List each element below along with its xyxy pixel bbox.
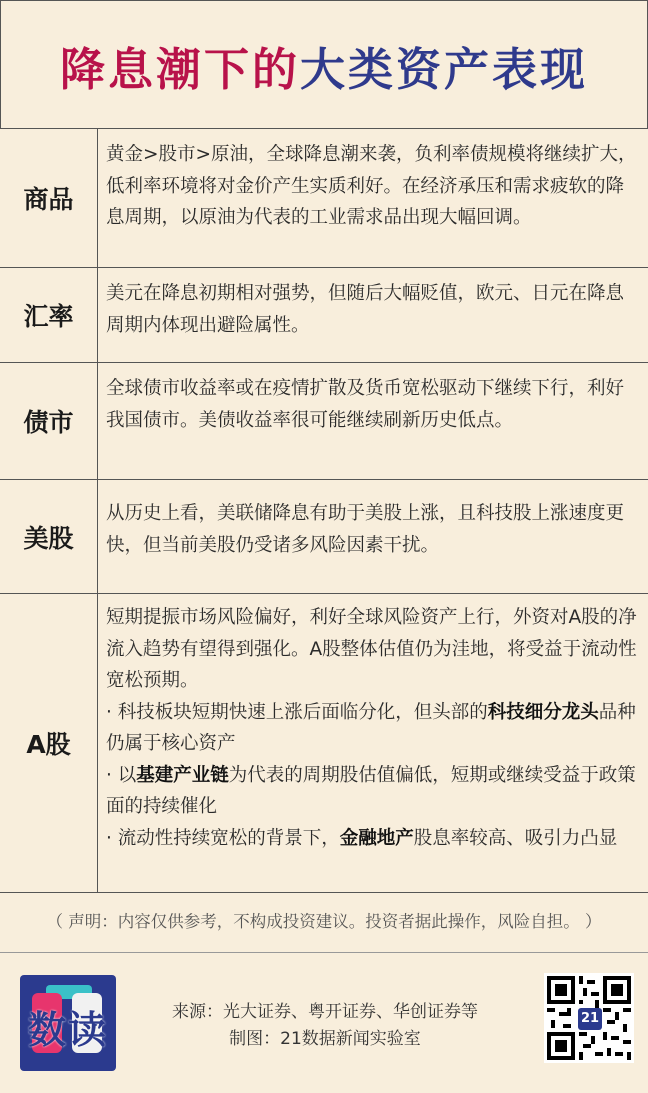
row-text — [98, 129, 648, 267]
bullet-highlight: 金融地产 — [339, 827, 414, 849]
row-category: 汇率 — [0, 268, 98, 362]
qr-badge: 21 — [578, 1008, 602, 1030]
footer — [0, 952, 648, 1093]
bullet-item — [106, 760, 638, 823]
row-category: 美股 — [0, 480, 98, 593]
bullet-text: · 以 — [106, 764, 137, 786]
row-paragraph: 全球债市收益率或在疫情扩散及货币宽松驱动下继续下行，利好我国债市。美债收益率很可能继续刷新历史低点。 — [106, 378, 625, 431]
table-row-bonds — [0, 362, 648, 479]
asset-table — [0, 128, 648, 893]
shudu-logo-icon — [20, 975, 116, 1071]
bullet-item — [106, 823, 638, 855]
table-row-us-stocks — [0, 479, 648, 593]
table-row-a-shares — [0, 593, 648, 893]
table-row-fx — [0, 267, 648, 362]
row-paragraph: 从历史上看，美联储降息有助于美股上涨，且科技股上涨速度更快，但当前美股仍受诸多风险因素干扰。 — [106, 503, 625, 556]
title-part-blue: 大类资产表现 — [300, 42, 589, 96]
bullet-highlight: 基建产业链 — [136, 764, 229, 786]
row-text — [98, 480, 648, 593]
title-part-red: 降息潮下的 — [59, 42, 300, 96]
row-category: A股 — [0, 594, 98, 892]
table-row-commodities — [0, 128, 648, 267]
bullet-item — [106, 697, 638, 760]
bullet-highlight: 科技细分龙头 — [487, 701, 599, 723]
bullet-text: 股息率较高、吸引力凸显 — [413, 827, 618, 849]
source-line: 来源：光大证券、粤开证券、华创证券等 — [172, 1002, 478, 1022]
title-bar — [0, 0, 648, 129]
qr-code-icon[interactable] — [544, 973, 634, 1063]
row-paragraph: 美元在降息初期相对强势，但随后大幅贬值，欧元、日元在降息周期内体现出避险属性。 — [106, 283, 625, 336]
row-category: 商品 — [0, 129, 98, 267]
row-category: 债市 — [0, 363, 98, 479]
page-title — [60, 33, 588, 98]
row-paragraph: 黄金>股市>原油，全球降息潮来袭，负利率债规模将继续扩大，低利率环境将对金价产生实质利好。在经济承压和需求疲软的降息周期，以原油为代表的工业需求品出现大幅回调。 — [106, 144, 637, 228]
bullet-text: 品种仍属于核心资产 — [106, 701, 636, 754]
row-text — [98, 594, 648, 892]
bullet-text: · 科技板块短期快速上涨后面临分化，但头部的 — [106, 701, 488, 723]
disclaimer: （ 声明：内容仅供参考，不构成投资建议。投资者据此操作，风险自担。 ） — [46, 912, 602, 931]
bullet-text: 为代表的周期股估值偏低，短期或继续受益于政策面的持续催化 — [106, 764, 636, 817]
logo-text: 数读 — [27, 1008, 108, 1052]
source-credits — [140, 999, 510, 1053]
row-text — [98, 268, 648, 362]
bullet-text: · 流动性持续宽松的背景下， — [106, 827, 340, 849]
credit-line: 制图：21数据新闻实验室 — [229, 1029, 421, 1049]
row-paragraph: 短期提振市场风险偏好，利好全球风险资产上行，外资对A股的净流入趋势有望得到强化。A股整体估值仍为洼地，将受益于流动性宽松预期。 — [106, 607, 637, 691]
row-text — [98, 363, 648, 479]
